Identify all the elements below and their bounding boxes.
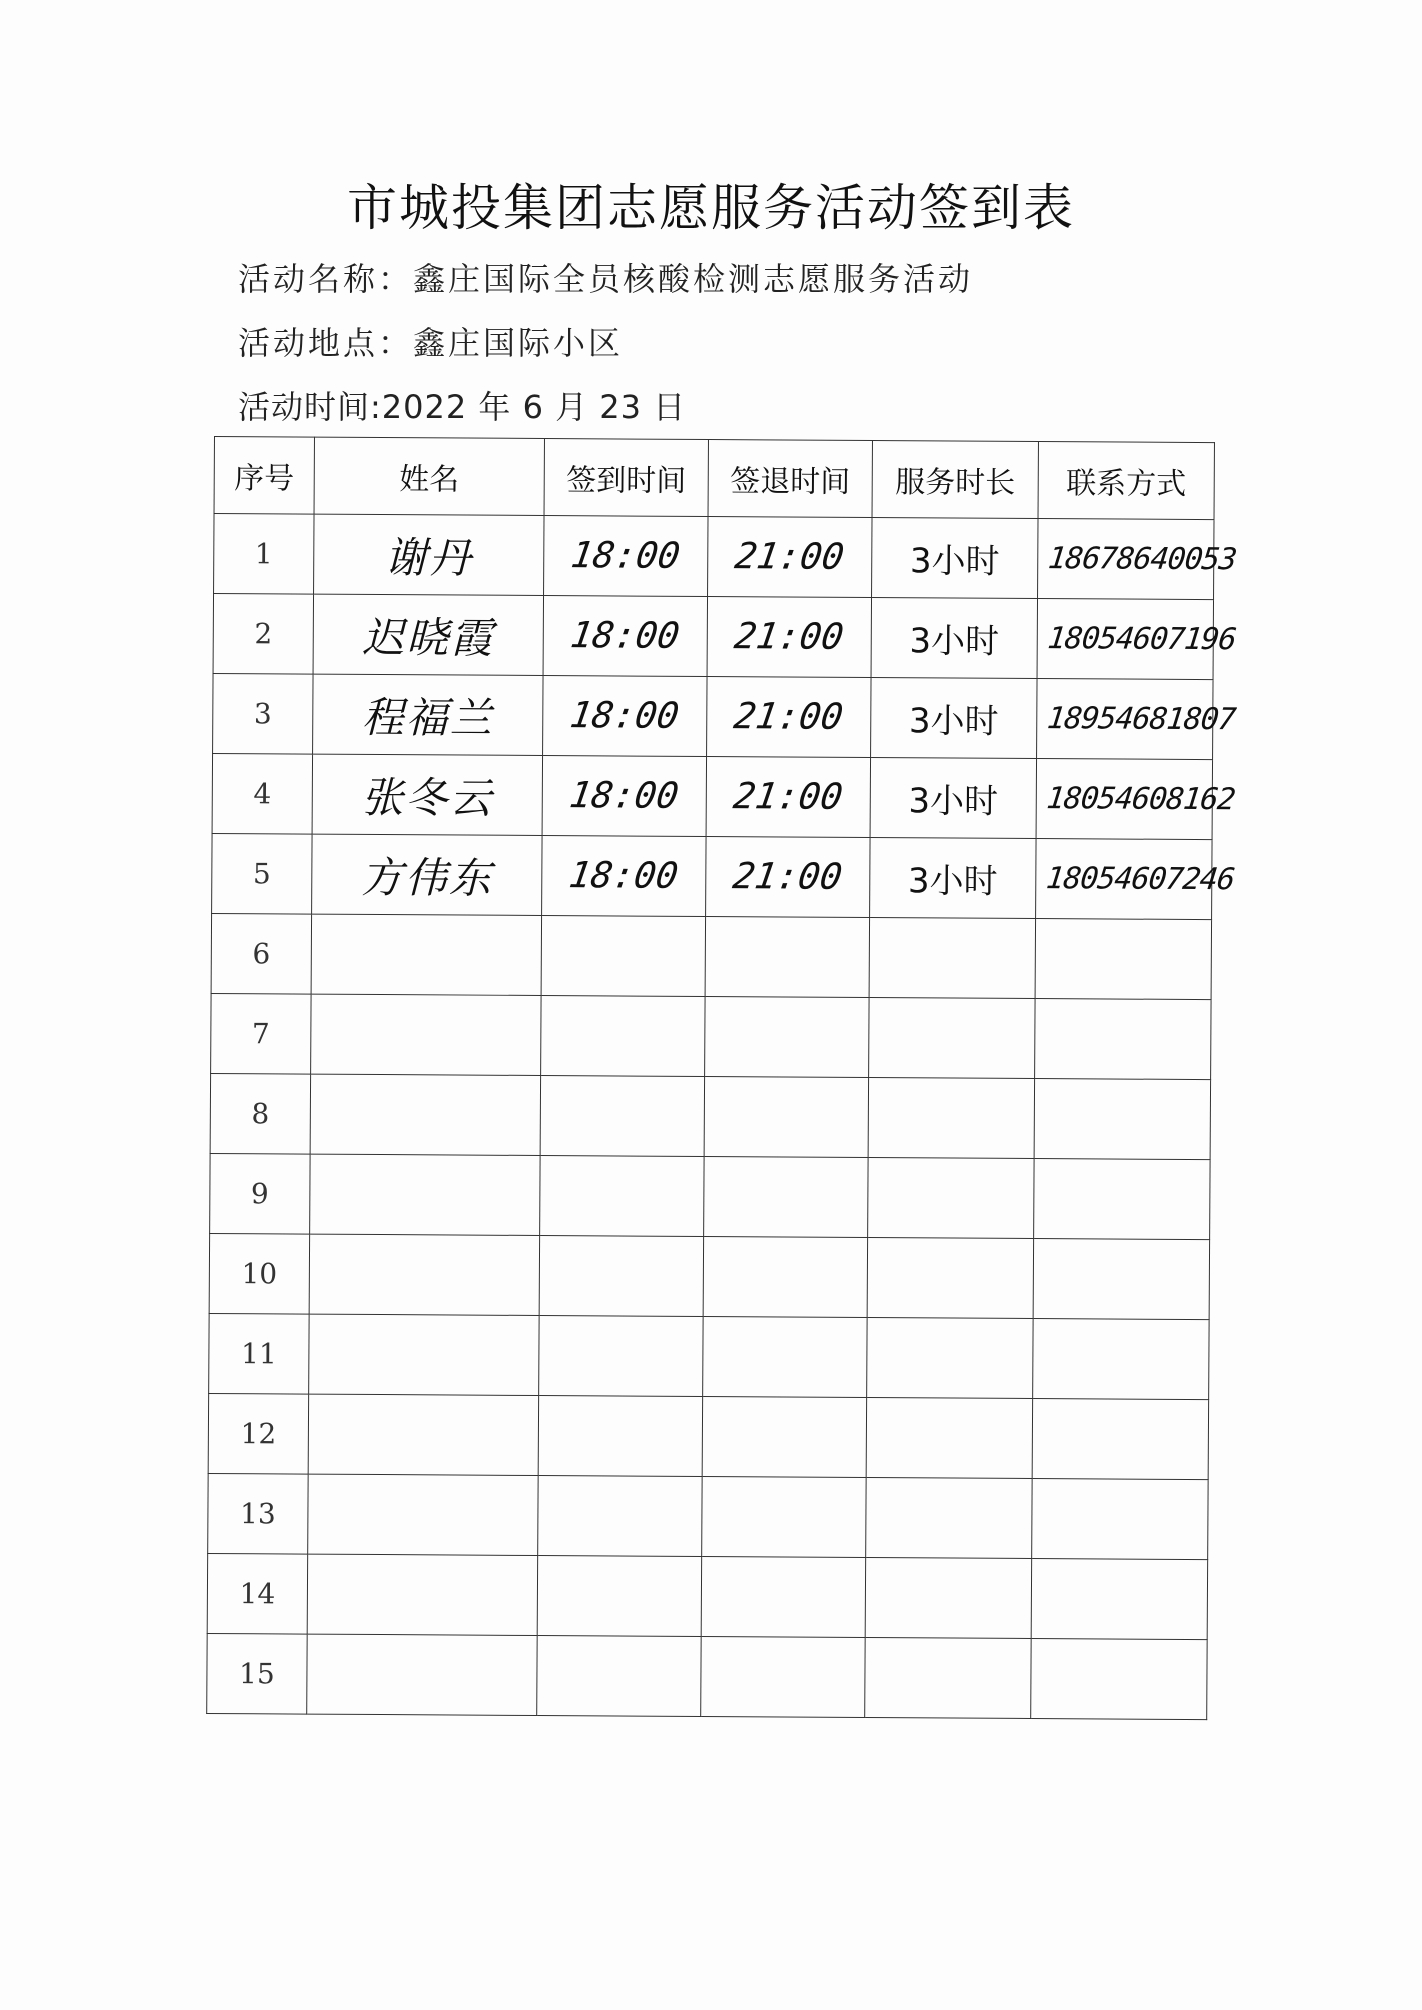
row-name-cell	[311, 994, 541, 1075]
row-name-cell	[310, 1074, 540, 1155]
row-phone-cell	[1032, 1399, 1208, 1480]
row-checkin: 18:00	[567, 775, 682, 817]
row-seq-cell: 10	[209, 1233, 309, 1314]
activity-location-line: 活动地点：鑫庄国际小区	[238, 324, 624, 362]
table-row	[208, 1473, 1208, 1559]
row-phone: 18954681807	[1045, 701, 1237, 738]
row-seq-cell: 7	[211, 993, 311, 1074]
header-seq: 序号	[214, 437, 314, 515]
row-checkout-cell	[705, 917, 869, 998]
row-name-cell	[313, 674, 543, 755]
row-name-cell	[314, 514, 544, 595]
table-row	[212, 833, 1212, 919]
row-checkout-cell	[703, 1237, 867, 1318]
row-checkout-cell	[701, 1556, 865, 1637]
row-phone-cell	[1034, 1079, 1210, 1160]
row-duration-cell	[869, 998, 1035, 1079]
row-duration-cell	[865, 1558, 1031, 1639]
row-checkout: 21:00	[732, 616, 847, 658]
header-duration: 服务时长	[872, 441, 1038, 519]
row-duration: 3小时	[907, 861, 998, 902]
row-name: 方伟东	[360, 852, 493, 903]
row-checkin-cell	[543, 596, 707, 677]
row-checkout-cell	[702, 1397, 866, 1478]
activity-name-line: 活动名称：鑫庄国际全员核酸检测志愿服务活动	[238, 260, 974, 298]
row-duration-cell	[871, 598, 1037, 679]
row-checkin-cell	[538, 1396, 702, 1477]
row-checkin-cell	[542, 756, 706, 837]
row-name-cell	[310, 1154, 540, 1235]
table-row	[209, 1233, 1209, 1319]
row-checkout-cell	[707, 597, 871, 678]
row-phone-cell	[1033, 1239, 1209, 1320]
row-checkout-cell	[705, 997, 869, 1078]
row-phone-cell	[1035, 999, 1211, 1080]
row-duration: 3小时	[909, 621, 1000, 662]
table-body	[207, 514, 1238, 1720]
table-row	[207, 1633, 1207, 1719]
row-phone-cell	[1038, 519, 1238, 600]
header-name: 姓名	[314, 437, 544, 515]
row-checkout-cell	[701, 1636, 865, 1717]
row-seq-cell: 8	[210, 1073, 310, 1154]
row-duration-cell	[871, 678, 1037, 759]
row-checkout: 21:00	[730, 856, 846, 898]
row-name-cell	[312, 834, 542, 915]
row-checkin: 18:00	[568, 535, 683, 577]
row-seq-cell: 12	[208, 1393, 308, 1474]
row-seq-cell: 14	[207, 1553, 307, 1634]
row-seq-cell: 2	[213, 594, 313, 675]
header-checkout: 签退时间	[708, 440, 872, 518]
row-seq-cell: 3	[213, 673, 313, 754]
row-checkin-cell	[544, 516, 708, 597]
row-name: 张冬云	[361, 772, 494, 823]
row-phone-cell	[1031, 1559, 1207, 1640]
row-checkout: 21:00	[732, 536, 847, 578]
row-checkin: 18:00	[568, 615, 683, 657]
row-phone: 18054608162	[1044, 781, 1237, 818]
row-phone-cell	[1036, 839, 1236, 920]
row-checkout-cell	[706, 837, 870, 918]
table-row	[207, 1553, 1207, 1639]
row-checkin: 18:00	[566, 855, 682, 897]
row-seq-cell: 9	[210, 1153, 310, 1234]
row-checkin-cell	[542, 836, 706, 917]
row-duration-cell	[867, 1238, 1033, 1319]
row-phone-cell	[1037, 599, 1238, 680]
row-checkout-cell	[707, 677, 871, 758]
row-phone: 18054607196	[1045, 621, 1238, 658]
row-checkout: 21:00	[731, 696, 846, 738]
row-duration-cell	[865, 1638, 1031, 1719]
row-seq-cell: 5	[212, 833, 312, 914]
row-duration-cell	[870, 838, 1036, 919]
row-seq-cell: 6	[211, 913, 311, 994]
row-name-cell	[308, 1394, 538, 1475]
row-checkin-cell	[538, 1475, 702, 1556]
row-phone-cell	[1034, 1159, 1210, 1240]
row-phone-cell	[1033, 1319, 1209, 1400]
table-row	[211, 993, 1211, 1079]
row-checkin-cell	[540, 1076, 704, 1157]
row-checkout-cell	[708, 517, 872, 598]
row-duration-cell	[867, 1318, 1033, 1399]
row-duration-cell	[870, 758, 1036, 839]
row-duration: 3小时	[908, 701, 999, 742]
row-phone-cell	[1032, 1479, 1208, 1560]
row-name-cell	[311, 914, 541, 995]
row-checkin: 18:00	[567, 695, 682, 737]
row-seq-cell: 15	[207, 1633, 307, 1714]
row-checkout-cell	[702, 1477, 866, 1558]
table-row	[208, 1393, 1208, 1479]
row-name: 谢丹	[384, 532, 473, 583]
table-row	[213, 673, 1213, 759]
row-duration-cell	[868, 1078, 1034, 1159]
table-row	[213, 594, 1213, 680]
row-checkout-cell	[704, 1157, 868, 1238]
document-title: 市城投集团志愿服务活动签到表	[347, 179, 1075, 237]
row-duration-cell	[869, 918, 1035, 999]
row-seq-cell: 1	[214, 514, 314, 595]
row-checkin-cell	[537, 1555, 701, 1636]
row-seq-cell: 13	[208, 1473, 308, 1554]
table-row	[212, 753, 1212, 839]
row-phone-cell	[1035, 919, 1211, 1000]
row-duration-cell	[872, 518, 1038, 599]
table-row	[214, 514, 1214, 600]
row-duration-cell	[866, 1398, 1032, 1479]
row-checkin-cell	[541, 996, 705, 1077]
signin-table	[206, 436, 1238, 1720]
row-name-cell	[307, 1634, 537, 1715]
table-row	[209, 1313, 1209, 1399]
row-phone-cell	[1037, 679, 1237, 760]
header-checkin: 签到时间	[544, 439, 708, 517]
row-checkin-cell	[543, 676, 707, 757]
row-name-cell	[309, 1314, 539, 1395]
row-seq-cell: 4	[212, 753, 312, 834]
row-duration: 3小时	[908, 781, 999, 822]
row-name-cell	[307, 1554, 537, 1635]
row-phone-cell	[1031, 1639, 1207, 1720]
row-phone-cell	[1036, 759, 1237, 840]
row-name-cell	[309, 1234, 539, 1315]
row-duration-cell	[868, 1158, 1034, 1239]
row-checkin-cell	[539, 1316, 703, 1397]
row-name-cell	[312, 754, 542, 835]
table-row	[211, 913, 1211, 999]
header-contact: 联系方式	[1038, 442, 1214, 520]
row-duration: 3小时	[909, 541, 1000, 582]
row-name: 程福兰	[361, 692, 494, 743]
row-phone: 18054607246	[1044, 861, 1236, 898]
row-checkin-cell	[539, 1236, 703, 1317]
row-phone: 18678640053	[1046, 541, 1238, 578]
activity-time-line: 活动时间:2022 年 6 月 23 日	[238, 388, 687, 426]
row-seq-cell: 11	[209, 1313, 309, 1394]
row-name-cell	[313, 594, 543, 675]
row-checkin-cell	[537, 1635, 701, 1716]
row-checkin-cell	[541, 916, 705, 997]
table-row	[210, 1153, 1210, 1239]
table-row	[210, 1073, 1210, 1159]
row-name: 迟晓霞	[362, 612, 495, 663]
row-checkout-cell	[706, 757, 870, 838]
row-name-cell	[308, 1474, 538, 1555]
row-checkin-cell	[540, 1156, 704, 1237]
row-checkout-cell	[704, 1077, 868, 1158]
row-checkout-cell	[703, 1317, 867, 1398]
table-header-row	[214, 437, 1214, 520]
row-duration-cell	[866, 1478, 1032, 1559]
row-checkout: 21:00	[731, 776, 846, 818]
